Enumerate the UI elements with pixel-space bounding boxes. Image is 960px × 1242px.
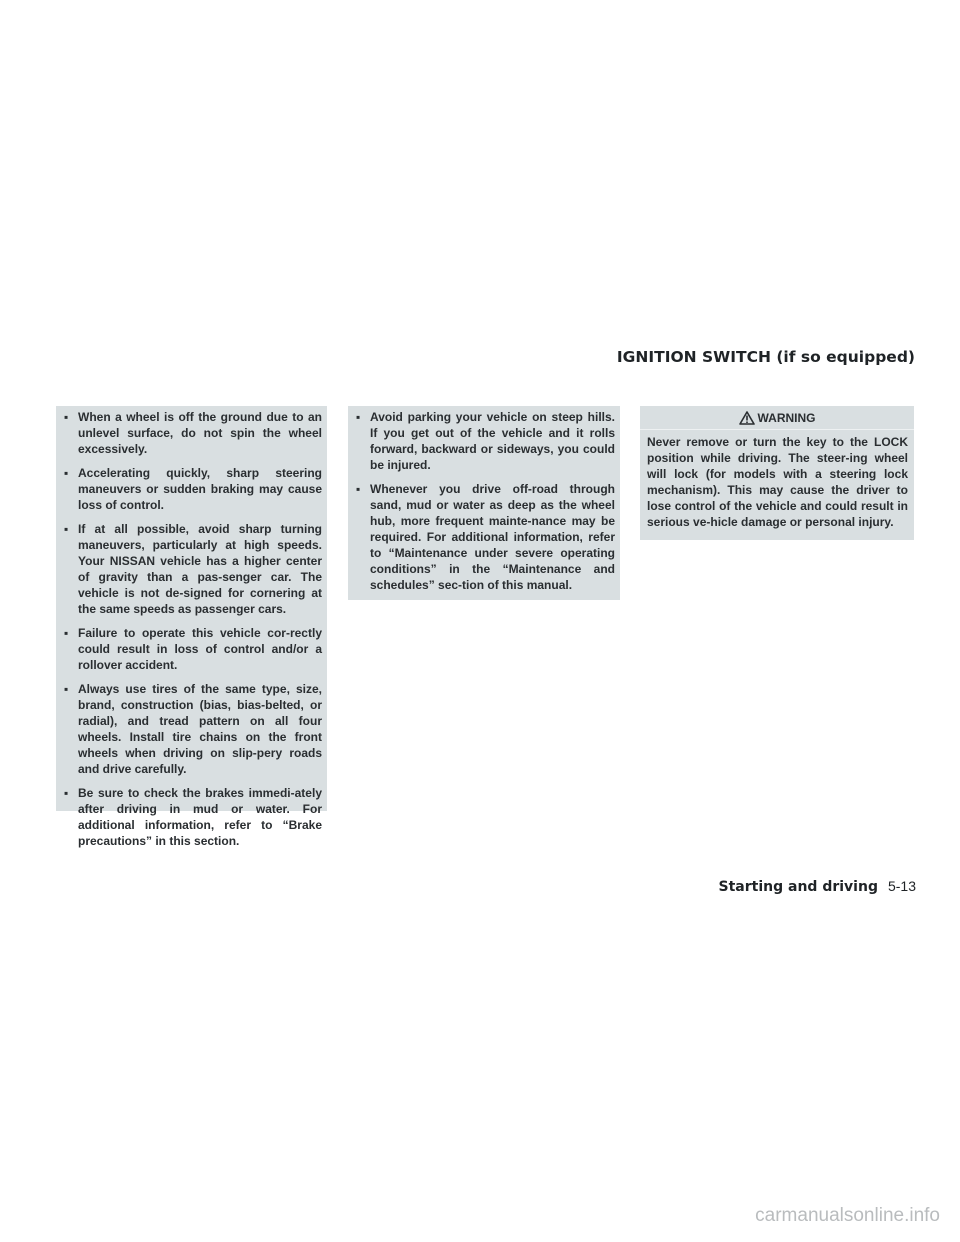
list-item-text: Accelerating quickly, sharp steering maneuvers or sudden braking may cause loss of control.	[78, 466, 322, 512]
warning-triangle-icon	[739, 411, 755, 425]
warning-title: WARNING	[757, 410, 816, 425]
list-item	[64, 625, 322, 673]
list-item-text: Always use tires of the same type, size, brand, construction (bias, bias-belted, or radial), and tread pattern on all four wheels. Install tire chains on the front wheels when driving on slip-pery roads and drive carefully.	[78, 682, 322, 776]
footer-section-name: Starting and driving	[718, 879, 878, 895]
list-item-text: Be sure to check the brakes immedi-ately after driving in mud or water. For additional information, refer to “Brake precautions” in this section.	[78, 786, 322, 848]
list-item-text: Whenever you drive off-road through sand, mud or water as deep as the wheel hub, more frequent mainte-nance may be required. For additional information, refer to “Maintenance under severe operating conditions” in the “Maintenance and schedules” sec-tion of this manual.	[370, 482, 615, 592]
page-number: 5-13	[887, 878, 916, 894]
bullet-icon: ▪	[64, 786, 69, 800]
list-item	[356, 481, 615, 593]
warning-box	[640, 406, 914, 540]
list-item-text: Avoid parking your vehicle on steep hills. If you get out of the vehicle and it rolls forward, backward or sideways, you could be injured.	[370, 410, 615, 472]
bullet-icon: ▪	[356, 482, 361, 496]
bullet-list	[64, 409, 322, 849]
list-item-text: Failure to operate this vehicle cor-rectly could result in loss of control and/or a rollover accident.	[78, 626, 322, 672]
list-item	[64, 409, 322, 457]
bullet-icon: ▪	[64, 682, 69, 696]
list-item	[64, 465, 322, 513]
warning-text: Never remove or turn the key to the LOCK position while driving. The steer-ing wheel will lock (for models with a steering lock mechanism). This may cause the driver to lose control of the vehicle and could result in serious ve-hicle damage or personal injury.	[647, 435, 908, 529]
list-item	[64, 681, 322, 777]
caution-box-column-1	[56, 406, 327, 848]
watermark: carmanualsonline.info	[755, 1205, 940, 1226]
bullet-icon: ▪	[356, 410, 361, 424]
bullet-icon: ▪	[64, 410, 69, 424]
caution-box-column-2	[348, 406, 620, 600]
list-item-text: If at all possible, avoid sharp turning maneuvers, particularly at high speeds. Your NISSAN vehicle has a higher center of gravity than a pas-senger car. The vehicle is not de-signed for cornering at the same speeds as passenger cars.	[78, 522, 322, 616]
list-item	[356, 409, 615, 473]
bullet-icon: ▪	[64, 626, 69, 640]
list-item	[64, 785, 322, 849]
bullet-list	[356, 409, 615, 593]
page-footer	[719, 878, 916, 895]
list-item-text: When a wheel is off the ground due to an unlevel surface, do not spin the wheel excessively.	[78, 410, 322, 456]
section-heading: IGNITION SWITCH (if so equipped)	[616, 348, 915, 366]
list-item	[64, 521, 322, 617]
bullet-icon: ▪	[64, 466, 69, 480]
warning-header	[640, 406, 914, 430]
bullet-icon: ▪	[64, 522, 69, 536]
